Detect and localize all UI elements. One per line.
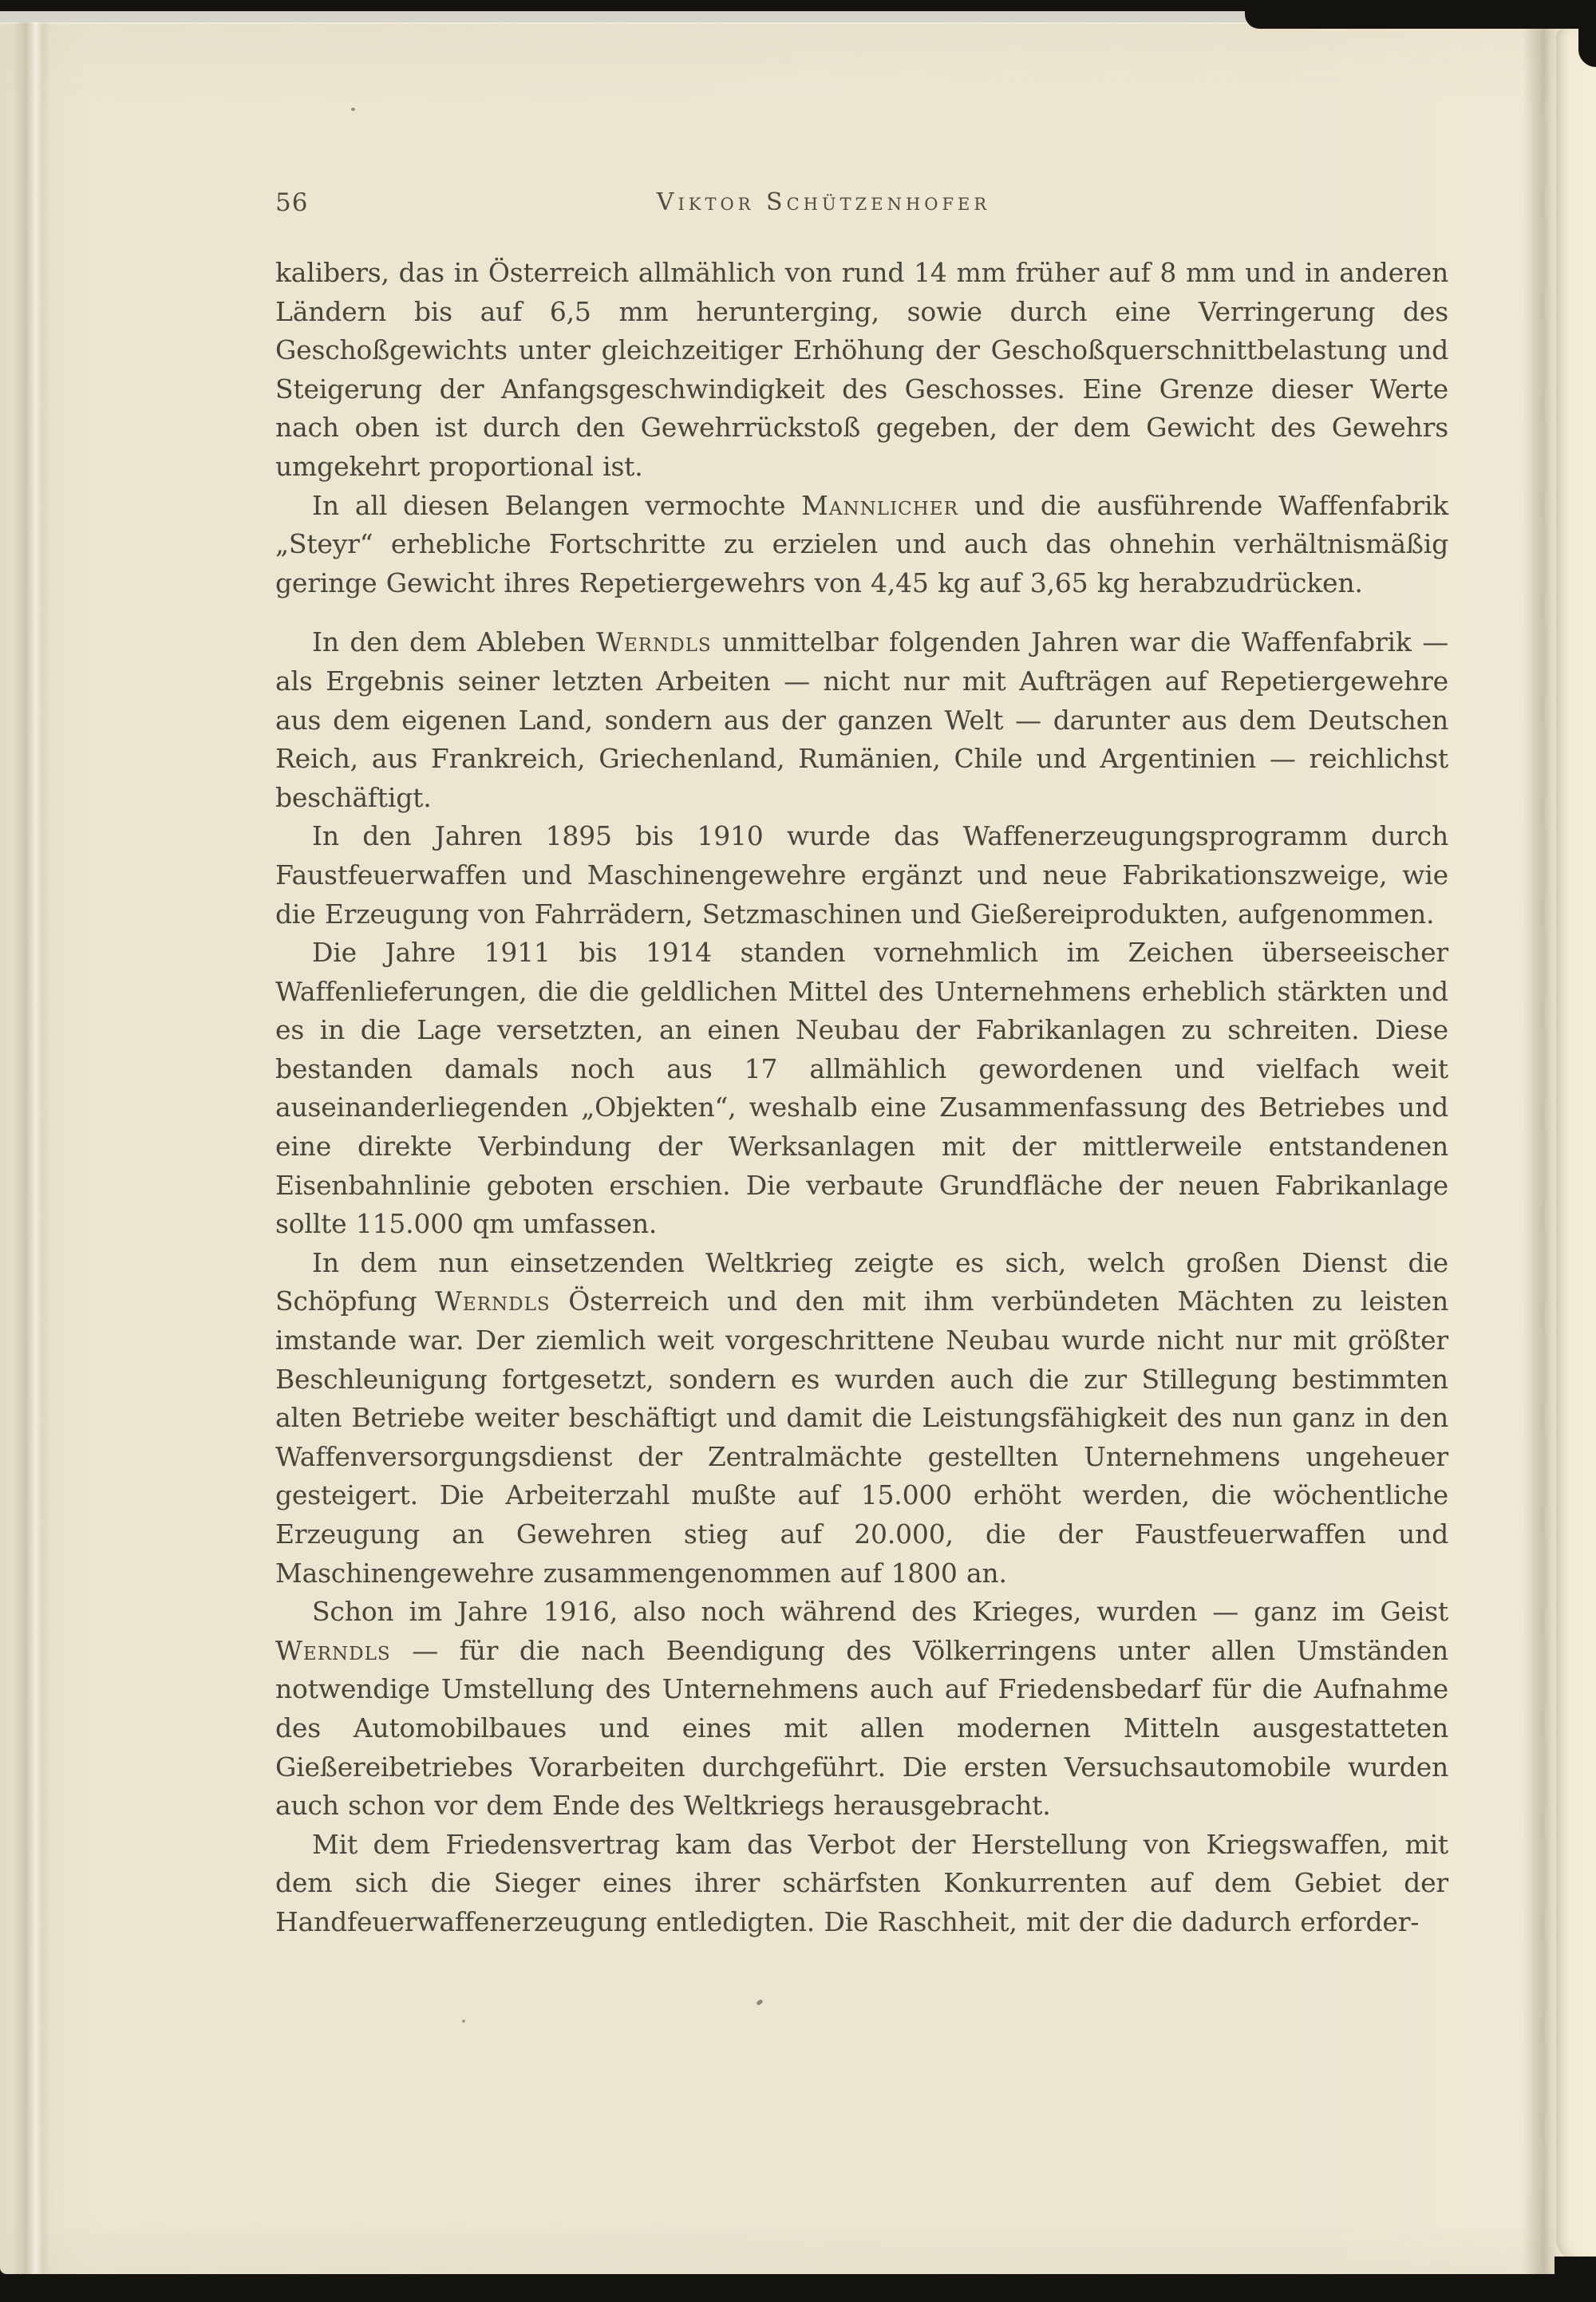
left-page-edge-shadow bbox=[13, 22, 51, 2274]
paragraph bbox=[275, 623, 1448, 817]
paragraph-text: kalibers, das in Österreich allmählich von rund 14 mm früher auf 8 mm und in anderen Ländern bis auf 6,5 mm herunterging, sowie durch eine Verringerung des Geschoßgewichts unter gleichzeitiger Erhöhung der Geschoßquerschnittbelastung und Steigerung der Anfangsgeschwindigkeit des Geschosses. Eine Grenze dieser Werte nach oben ist durch den Gewehrrückstoß gegeben, der dem Gewicht des Gewehrs umgekehrt proportional ist. bbox=[275, 257, 1448, 482]
paragraph bbox=[275, 1244, 1448, 1593]
paragraph-text: Österreich und den mit ihm verbündeten Mächten zu leisten imstande war. Der ziemlich weit vorgeschrittene Neubau wurde nicht nur mit größter Beschleunigung fortgesetzt, sondern es wurden auch die zur Stillegung bestimmten alten Betriebe weiter beschäftigt und damit die Leistungsfähigkeit des nun ganz in den Waffenversorgungsdienst der Zentralmächte gestellten Unternehmens ungeheuer gesteigert. Die Arbeiterzahl mußte auf 15.000 erhöht werden, die wöchentliche Erzeugung an Gewehren stieg auf 20.000, die der Faustfeuerwaffen und Maschinengewehre zusammengenommen auf 1800 an. bbox=[275, 1285, 1448, 1589]
paragraph bbox=[275, 1593, 1448, 1826]
paragraph bbox=[275, 254, 1448, 487]
paragraph-text: Schon im Jahre 1916, also noch während des Krieges, wurden — ganz im Geist bbox=[312, 1596, 1448, 1628]
small-caps-name: Mannlicher bbox=[801, 489, 958, 521]
scan-black-border-bottom-right bbox=[1555, 2257, 1596, 2302]
paper-speck bbox=[462, 2020, 465, 2023]
text-block bbox=[275, 254, 1448, 1942]
paragraph-text: In den dem Ableben bbox=[312, 626, 597, 658]
paragraph bbox=[275, 817, 1448, 934]
paragraph-text: In dem nun einsetzenden Weltkrieg zeigte es sich, welch großen Dienst die Schöpfung bbox=[275, 1246, 1448, 1317]
binding-gutter-shadow bbox=[1523, 22, 1561, 2274]
paragraph-text: unmittelbar folgenden Jahren war die Waffenfabrik — als Ergebnis seiner letzten Arbeiten — nicht nur mit Aufträgen auf Repetiergewehre aus dem eigenen Land, sondern aus der ganzen Welt — darunter aus dem Deutschen Reich, aus Frankreich, Griechenland, Rumänien, Chile und Argentinien — reichlichst beschäftigt. bbox=[275, 626, 1449, 813]
adjacent-page-edge bbox=[1556, 29, 1596, 2260]
running-head bbox=[275, 188, 1448, 228]
scan-black-border-top-right bbox=[1245, 0, 1596, 29]
paragraph-text: In den Jahren 1895 bis 1910 wurde das Waffenerzeugungsprogramm durch Faustfeuerwaffen und Maschinengewehre ergänzt und neue Fabrikationszweige, wie die Erzeugung von Fahrrädern, Setzmaschinen und Gießereiprodukten, aufgenommen. bbox=[275, 820, 1448, 930]
paragraph bbox=[275, 1826, 1448, 1942]
paragraph-text: und die ausführende Waffenfabrik „Steyr“ erhebliche Fortschritte zu erzielen und auch das ohnehin verhältnismäßig geringe Gewicht ihres Repetiergewehrs von 4,45 kg auf 3,65 kg herabzudrücken. bbox=[275, 489, 1448, 598]
small-caps-name: Werndls bbox=[596, 626, 712, 658]
scan-black-corner-right bbox=[1578, 0, 1596, 67]
paragraph-text: In all diesen Belangen vermochte bbox=[312, 489, 802, 521]
running-header-title: Viktor Schützenhofer bbox=[656, 188, 991, 216]
paragraph-text: Mit dem Friedensvertrag kam das Verbot der Herstellung von Kriegswaffen, mit dem sich die Sieger eines ihrer schärfsten Konkurrenten auf dem Gebiet der Handfeuerwaffenerzeugung entledigten. Die Raschheit, mit der die dadurch erforder- bbox=[275, 1828, 1448, 1937]
paper-speck bbox=[351, 108, 355, 111]
paragraph bbox=[275, 487, 1448, 603]
paragraph-text: Die Jahre 1911 bis 1914 standen vornehmlich im Zeichen überseeischer Waffenlieferungen, die die geldlichen Mittel des Unternehmens erheblich stärkten und es in die Lage versetzten, an einen Neubau der Fabrikanlagen zu schreiten. Diese bestanden damals noch aus 17 allmählich gewordenen und vielfach weit auseinanderliegenden „Objekten“, weshalb eine Zusammenfassung des Betriebes und eine direkte Verbindung der Werksanlagen mit der mittlerweile entstandenen Eisenbahnlinie geboten erschien. Die verbaute Grundfläche der neuen Fabrikanlage sollte 115.000 qm umfassen. bbox=[275, 937, 1448, 1240]
paragraph-text: — für die nach Beendigung des Völkerringens unter allen Umständen notwendige Umstellung des Unternehmens auch auf Friedensbedarf für die Aufnahme des Automobilbaues und eines mit allen modernen Mitteln ausgestatteten Gießereibetriebes Vorarbeiten durchgeführt. Die ersten Versuchsautomobile wurden auch schon vor dem Ende des Weltkriegs herausgebracht. bbox=[275, 1634, 1448, 1822]
page-number: 56 bbox=[275, 188, 309, 217]
small-caps-name: Werndls bbox=[435, 1285, 551, 1317]
small-caps-name: Werndls bbox=[275, 1634, 391, 1666]
paragraph bbox=[275, 934, 1448, 1244]
